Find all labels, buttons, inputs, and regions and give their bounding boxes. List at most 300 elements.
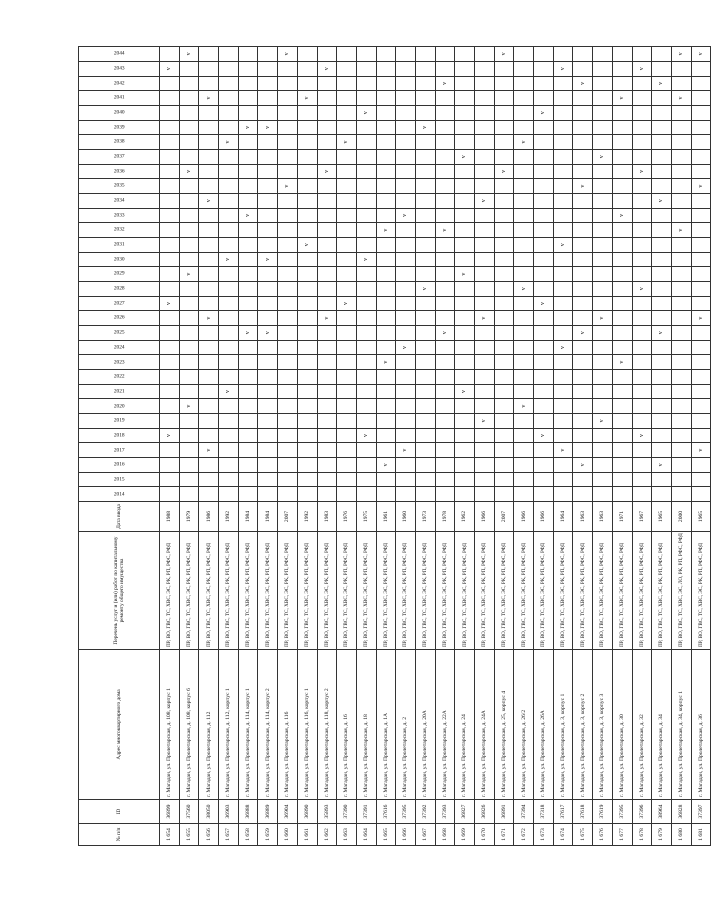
year-empty-cell bbox=[612, 149, 632, 164]
year-empty-cell bbox=[455, 237, 475, 252]
year-empty-cell bbox=[573, 120, 593, 135]
year-empty-cell bbox=[494, 76, 514, 91]
row-works: ПР, ВО, ГВС, ТС, ХВС, ЭС, РК, РП, РФС, РФД bbox=[258, 532, 278, 650]
year-empty-cell bbox=[219, 76, 239, 91]
year-empty-cell bbox=[160, 340, 180, 355]
year-empty-cell bbox=[337, 208, 357, 223]
year-empty-cell bbox=[337, 443, 357, 458]
year-empty-cell bbox=[534, 149, 554, 164]
year-empty-cell bbox=[514, 149, 534, 164]
year-empty-cell bbox=[376, 281, 396, 296]
year-empty-cell bbox=[219, 237, 239, 252]
year-mark: v bbox=[520, 140, 527, 144]
year-empty-cell bbox=[356, 457, 376, 472]
year-empty-cell bbox=[376, 105, 396, 120]
year-empty-cell bbox=[337, 105, 357, 120]
year-empty-cell bbox=[534, 399, 554, 414]
year-empty-cell bbox=[455, 252, 475, 267]
year-empty-cell bbox=[396, 164, 416, 179]
table-row bbox=[396, 47, 416, 846]
year-empty-cell bbox=[376, 76, 396, 91]
year-empty-cell bbox=[317, 399, 337, 414]
row-year-built: 1975 bbox=[356, 502, 376, 532]
year-empty-cell bbox=[317, 91, 337, 106]
year-mark-cell bbox=[553, 237, 573, 252]
row-id: 37395 bbox=[612, 800, 632, 824]
year-empty-cell bbox=[691, 340, 711, 355]
year-empty-cell bbox=[455, 355, 475, 370]
year-empty-cell bbox=[199, 281, 219, 296]
year-empty-cell bbox=[593, 487, 613, 502]
year-empty-cell bbox=[573, 47, 593, 62]
header-year-label: 2041 bbox=[113, 94, 125, 101]
year-mark: v bbox=[264, 125, 271, 129]
header-year-label: 2033 bbox=[113, 212, 125, 219]
year-empty-cell bbox=[553, 252, 573, 267]
year-empty-cell bbox=[278, 267, 298, 282]
year-empty-cell bbox=[317, 281, 337, 296]
year-empty-cell bbox=[376, 399, 396, 414]
year-mark: v bbox=[205, 448, 212, 452]
capital-repair-table bbox=[78, 46, 711, 846]
year-empty-cell bbox=[652, 384, 672, 399]
year-empty-cell bbox=[238, 413, 258, 428]
year-empty-cell bbox=[612, 399, 632, 414]
year-empty-cell bbox=[691, 91, 711, 106]
year-empty-cell bbox=[415, 237, 435, 252]
year-empty-cell bbox=[671, 355, 691, 370]
year-empty-cell bbox=[278, 443, 298, 458]
year-empty-cell bbox=[199, 384, 219, 399]
row-id: 36899 bbox=[160, 800, 180, 824]
year-empty-cell bbox=[475, 325, 495, 340]
year-mark-cell bbox=[356, 252, 376, 267]
row-num: 1 676 bbox=[593, 824, 613, 846]
year-mark: v bbox=[520, 404, 527, 408]
year-empty-cell bbox=[455, 120, 475, 135]
row-year-built: 1964 bbox=[553, 502, 573, 532]
year-empty-cell bbox=[258, 223, 278, 238]
year-empty-cell bbox=[455, 164, 475, 179]
year-empty-cell bbox=[258, 237, 278, 252]
year-empty-cell bbox=[376, 237, 396, 252]
year-empty-cell bbox=[278, 281, 298, 296]
year-empty-cell bbox=[691, 399, 711, 414]
year-empty-cell bbox=[514, 428, 534, 443]
year-mark-cell bbox=[573, 76, 593, 91]
year-empty-cell bbox=[396, 76, 416, 91]
year-empty-cell bbox=[691, 296, 711, 311]
year-empty-cell bbox=[455, 311, 475, 326]
year-mark-cell bbox=[415, 281, 435, 296]
year-empty-cell bbox=[632, 325, 652, 340]
year-empty-cell bbox=[317, 457, 337, 472]
year-empty-cell bbox=[494, 208, 514, 223]
year-empty-cell bbox=[534, 179, 554, 194]
year-empty-cell bbox=[337, 47, 357, 62]
year-mark-cell bbox=[278, 47, 298, 62]
year-empty-cell bbox=[297, 223, 317, 238]
year-empty-cell bbox=[553, 355, 573, 370]
year-empty-cell bbox=[219, 149, 239, 164]
year-empty-cell bbox=[494, 179, 514, 194]
year-empty-cell bbox=[317, 369, 337, 384]
header-year-label: 2036 bbox=[113, 168, 125, 175]
year-mark: v bbox=[166, 67, 173, 71]
year-empty-cell bbox=[317, 237, 337, 252]
year-empty-cell bbox=[435, 311, 455, 326]
year-empty-cell bbox=[337, 369, 357, 384]
row-address: г. Магадан, ул. Пролетарская, д. 32 bbox=[632, 650, 652, 800]
year-mark: v bbox=[540, 433, 547, 437]
year-empty-cell bbox=[553, 369, 573, 384]
year-mark-cell bbox=[297, 91, 317, 106]
row-id: 37391 bbox=[356, 800, 376, 824]
header-year bbox=[79, 135, 160, 150]
row-year-built: 1965 bbox=[691, 502, 711, 532]
year-empty-cell bbox=[337, 325, 357, 340]
year-empty-cell bbox=[514, 61, 534, 76]
year-empty-cell bbox=[691, 472, 711, 487]
row-num: 1 677 bbox=[612, 824, 632, 846]
year-empty-cell bbox=[219, 61, 239, 76]
year-empty-cell bbox=[278, 105, 298, 120]
year-mark-cell bbox=[219, 384, 239, 399]
row-num: 1 669 bbox=[455, 824, 475, 846]
year-empty-cell bbox=[219, 428, 239, 443]
header-year-label: 2032 bbox=[113, 226, 125, 233]
year-empty-cell bbox=[612, 487, 632, 502]
row-num: 1 680 bbox=[671, 824, 691, 846]
year-empty-cell bbox=[612, 237, 632, 252]
year-mark-cell bbox=[632, 428, 652, 443]
year-empty-cell bbox=[415, 355, 435, 370]
row-id: 37390 bbox=[337, 800, 357, 824]
year-empty-cell bbox=[632, 193, 652, 208]
year-empty-cell bbox=[632, 223, 652, 238]
year-empty-cell bbox=[612, 179, 632, 194]
year-empty-cell bbox=[671, 61, 691, 76]
table-row bbox=[199, 47, 219, 846]
row-num: 1 668 bbox=[435, 824, 455, 846]
year-empty-cell bbox=[160, 311, 180, 326]
year-empty-cell bbox=[297, 340, 317, 355]
year-empty-cell bbox=[199, 179, 219, 194]
year-empty-cell bbox=[435, 413, 455, 428]
table-row bbox=[612, 47, 632, 846]
year-empty-cell bbox=[258, 399, 278, 414]
year-empty-cell bbox=[475, 355, 495, 370]
year-empty-cell bbox=[455, 428, 475, 443]
year-empty-cell bbox=[455, 472, 475, 487]
year-empty-cell bbox=[593, 179, 613, 194]
year-empty-cell bbox=[553, 47, 573, 62]
year-empty-cell bbox=[671, 457, 691, 472]
year-empty-cell bbox=[691, 325, 711, 340]
row-works: ПР, ВО, ГВС, ТС, ХВС, ЭС, РК, РП, РФС, РФД bbox=[376, 532, 396, 650]
year-empty-cell bbox=[278, 208, 298, 223]
year-empty-cell bbox=[593, 428, 613, 443]
year-empty-cell bbox=[652, 399, 672, 414]
year-empty-cell bbox=[514, 237, 534, 252]
year-mark: v bbox=[658, 81, 665, 85]
row-address: г. Магадан, ул. Пролетарская, д. 114, корпус 2 bbox=[258, 650, 278, 800]
year-empty-cell bbox=[534, 325, 554, 340]
year-empty-cell bbox=[671, 399, 691, 414]
year-empty-cell bbox=[376, 179, 396, 194]
year-mark-cell bbox=[278, 179, 298, 194]
row-works: ПР, ВО, ГВС, ТС, ХВС, ЭС, РК, РП, РФС, РФД bbox=[160, 532, 180, 650]
year-empty-cell bbox=[455, 457, 475, 472]
year-empty-cell bbox=[455, 47, 475, 62]
year-empty-cell bbox=[652, 61, 672, 76]
year-empty-cell bbox=[258, 61, 278, 76]
row-num: 1 679 bbox=[652, 824, 672, 846]
year-empty-cell bbox=[632, 47, 652, 62]
year-empty-cell bbox=[160, 399, 180, 414]
table-row bbox=[435, 47, 455, 846]
year-empty-cell bbox=[199, 457, 219, 472]
year-empty-cell bbox=[297, 193, 317, 208]
year-empty-cell bbox=[278, 413, 298, 428]
year-empty-cell bbox=[337, 428, 357, 443]
year-empty-cell bbox=[160, 91, 180, 106]
year-empty-cell bbox=[258, 179, 278, 194]
row-num: 1 674 bbox=[553, 824, 573, 846]
year-empty-cell bbox=[691, 223, 711, 238]
year-empty-cell bbox=[160, 149, 180, 164]
year-empty-cell bbox=[396, 384, 416, 399]
header-year bbox=[79, 355, 160, 370]
row-address: г. Магадан, ул. Пролетарская, д. 114, корпус 1 bbox=[238, 650, 258, 800]
table-row bbox=[632, 47, 652, 846]
year-empty-cell bbox=[258, 340, 278, 355]
year-empty-cell bbox=[278, 457, 298, 472]
year-empty-cell bbox=[553, 472, 573, 487]
year-empty-cell bbox=[219, 472, 239, 487]
year-mark: v bbox=[599, 155, 606, 159]
year-empty-cell bbox=[179, 384, 199, 399]
year-empty-cell bbox=[297, 399, 317, 414]
year-empty-cell bbox=[258, 311, 278, 326]
header-year bbox=[79, 105, 160, 120]
year-empty-cell bbox=[612, 369, 632, 384]
year-empty-cell bbox=[396, 267, 416, 282]
year-empty-cell bbox=[494, 267, 514, 282]
row-address: г. Магадан, ул. Пролетарская, д. 116, корпус 1 bbox=[297, 650, 317, 800]
year-empty-cell bbox=[337, 91, 357, 106]
rotated-table-frame bbox=[78, 46, 704, 846]
year-empty-cell bbox=[376, 325, 396, 340]
year-mark-cell bbox=[593, 413, 613, 428]
year-mark-cell bbox=[238, 325, 258, 340]
year-empty-cell bbox=[160, 413, 180, 428]
year-empty-cell bbox=[160, 135, 180, 150]
year-empty-cell bbox=[671, 472, 691, 487]
year-empty-cell bbox=[612, 252, 632, 267]
year-empty-cell bbox=[514, 91, 534, 106]
year-empty-cell bbox=[534, 355, 554, 370]
year-mark: v bbox=[481, 199, 488, 203]
row-works: ПР, ВО, ГВС, ТС, ХВС, ЭС, РК, РП, РФС, РФД bbox=[337, 532, 357, 650]
header-year bbox=[79, 443, 160, 458]
row-address: г. Магадан, ул. Пролетарская, д. 26/2 bbox=[514, 650, 534, 800]
row-year-built: 1960 bbox=[396, 502, 416, 532]
row-id: 36827 bbox=[455, 800, 475, 824]
year-empty-cell bbox=[435, 281, 455, 296]
header-year-label: 2014 bbox=[113, 490, 125, 497]
year-mark: v bbox=[461, 389, 468, 393]
year-empty-cell bbox=[534, 384, 554, 399]
year-empty-cell bbox=[415, 428, 435, 443]
year-empty-cell bbox=[376, 472, 396, 487]
year-empty-cell bbox=[593, 193, 613, 208]
year-empty-cell bbox=[396, 252, 416, 267]
year-empty-cell bbox=[553, 413, 573, 428]
row-works: ПР, ВО, ГВС, ТС, ХВС, ЭС, РК, РП, РФС, РФД bbox=[612, 532, 632, 650]
year-empty-cell bbox=[396, 355, 416, 370]
year-mark: v bbox=[638, 169, 645, 173]
year-mark-cell bbox=[573, 179, 593, 194]
year-empty-cell bbox=[396, 369, 416, 384]
year-empty-cell bbox=[691, 355, 711, 370]
year-empty-cell bbox=[691, 369, 711, 384]
table-row bbox=[691, 47, 711, 846]
year-empty-cell bbox=[534, 369, 554, 384]
year-mark: v bbox=[185, 404, 192, 408]
row-address: г. Магадан, ул. Пролетарская, д. 36 bbox=[691, 650, 711, 800]
year-empty-cell bbox=[514, 105, 534, 120]
year-empty-cell bbox=[691, 164, 711, 179]
year-empty-cell bbox=[376, 252, 396, 267]
year-empty-cell bbox=[317, 384, 337, 399]
row-id: 37617 bbox=[553, 800, 573, 824]
year-empty-cell bbox=[435, 61, 455, 76]
year-empty-cell bbox=[179, 355, 199, 370]
year-empty-cell bbox=[179, 457, 199, 472]
year-empty-cell bbox=[652, 164, 672, 179]
year-mark-cell bbox=[573, 457, 593, 472]
header-year bbox=[79, 149, 160, 164]
year-mark-cell bbox=[317, 164, 337, 179]
year-empty-cell bbox=[691, 193, 711, 208]
year-mark-cell bbox=[573, 325, 593, 340]
year-mark-cell bbox=[199, 193, 219, 208]
year-empty-cell bbox=[494, 237, 514, 252]
year-empty-cell bbox=[396, 399, 416, 414]
year-mark: v bbox=[323, 316, 330, 320]
year-mark: v bbox=[697, 316, 704, 320]
year-empty-cell bbox=[238, 179, 258, 194]
year-empty-cell bbox=[573, 384, 593, 399]
year-mark-cell bbox=[376, 355, 396, 370]
year-empty-cell bbox=[415, 179, 435, 194]
year-empty-cell bbox=[632, 252, 652, 267]
header-year-label: 2037 bbox=[113, 153, 125, 160]
year-empty-cell bbox=[475, 76, 495, 91]
year-empty-cell bbox=[258, 135, 278, 150]
year-empty-cell bbox=[494, 399, 514, 414]
year-mark: v bbox=[618, 213, 625, 217]
row-address: г. Магадан, ул. Пролетарская, д. 30 bbox=[612, 650, 632, 800]
header-year bbox=[79, 237, 160, 252]
year-empty-cell bbox=[612, 457, 632, 472]
year-empty-cell bbox=[652, 296, 672, 311]
year-mark: v bbox=[185, 52, 192, 56]
year-empty-cell bbox=[553, 267, 573, 282]
year-empty-cell bbox=[514, 325, 534, 340]
year-mark-cell bbox=[396, 208, 416, 223]
year-mark: v bbox=[500, 52, 507, 56]
row-num: 1 662 bbox=[317, 824, 337, 846]
year-empty-cell bbox=[199, 61, 219, 76]
table-row bbox=[475, 47, 495, 846]
year-empty-cell bbox=[415, 193, 435, 208]
year-empty-cell bbox=[475, 399, 495, 414]
year-empty-cell bbox=[593, 76, 613, 91]
year-mark: v bbox=[481, 419, 488, 423]
year-empty-cell bbox=[219, 369, 239, 384]
year-empty-cell bbox=[671, 237, 691, 252]
year-empty-cell bbox=[455, 193, 475, 208]
year-mark: v bbox=[441, 331, 448, 335]
year-empty-cell bbox=[534, 135, 554, 150]
year-empty-cell bbox=[573, 311, 593, 326]
year-empty-cell bbox=[160, 369, 180, 384]
year-empty-cell bbox=[179, 369, 199, 384]
year-empty-cell bbox=[297, 443, 317, 458]
year-mark: v bbox=[225, 140, 232, 144]
year-mark-cell bbox=[691, 311, 711, 326]
year-mark: v bbox=[225, 389, 232, 393]
year-empty-cell bbox=[671, 369, 691, 384]
year-empty-cell bbox=[494, 281, 514, 296]
year-empty-cell bbox=[553, 457, 573, 472]
year-empty-cell bbox=[219, 179, 239, 194]
year-empty-cell bbox=[376, 311, 396, 326]
year-empty-cell bbox=[356, 267, 376, 282]
row-num: 1 670 bbox=[475, 824, 495, 846]
year-mark: v bbox=[618, 360, 625, 364]
row-address: г. Магадан, ул. Пролетарская, д. 3, корпус 2 bbox=[573, 650, 593, 800]
year-empty-cell bbox=[632, 472, 652, 487]
year-empty-cell bbox=[415, 457, 435, 472]
year-empty-cell bbox=[475, 340, 495, 355]
header-year bbox=[79, 179, 160, 194]
year-empty-cell bbox=[475, 281, 495, 296]
year-empty-cell bbox=[160, 355, 180, 370]
header-year-label: 2021 bbox=[113, 388, 125, 395]
year-mark-cell bbox=[199, 311, 219, 326]
year-empty-cell bbox=[534, 281, 554, 296]
row-year-built: 1966 bbox=[475, 502, 495, 532]
row-num: 1 660 bbox=[278, 824, 298, 846]
year-empty-cell bbox=[376, 487, 396, 502]
year-empty-cell bbox=[179, 413, 199, 428]
year-mark-cell bbox=[435, 223, 455, 238]
year-empty-cell bbox=[475, 47, 495, 62]
year-empty-cell bbox=[652, 472, 672, 487]
year-empty-cell bbox=[612, 296, 632, 311]
year-empty-cell bbox=[160, 267, 180, 282]
year-empty-cell bbox=[337, 61, 357, 76]
row-id: 36826 bbox=[475, 800, 495, 824]
year-mark-cell bbox=[337, 296, 357, 311]
year-empty-cell bbox=[573, 296, 593, 311]
year-empty-cell bbox=[219, 325, 239, 340]
row-num: 1 659 bbox=[258, 824, 278, 846]
year-empty-cell bbox=[356, 223, 376, 238]
